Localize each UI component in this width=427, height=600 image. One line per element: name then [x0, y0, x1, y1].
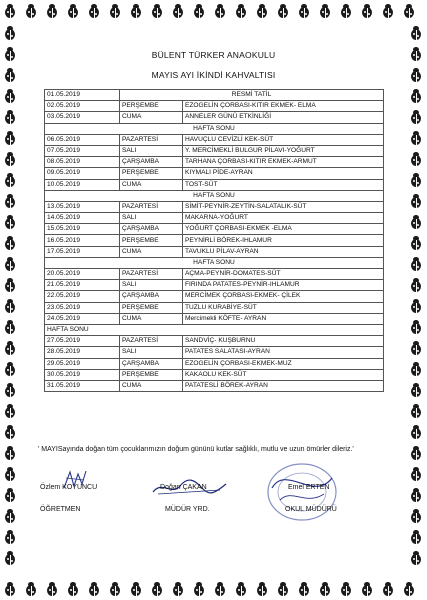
day-cell: PERŞEMBE — [120, 101, 183, 112]
ladybug-icon — [277, 4, 289, 18]
ladybug-icon — [361, 582, 373, 596]
meal-cell: HAVUÇLU CEVİZLİ KEK-SÜT — [183, 134, 384, 145]
teacher-name: Özlem KOYUNCU — [40, 484, 98, 491]
ladybug-icon — [410, 425, 422, 439]
menu-row — [45, 313, 384, 324]
ladybug-icon — [4, 509, 16, 523]
ladybug-icon — [67, 582, 79, 596]
day-cell: ÇARŞAMBA — [120, 358, 183, 369]
menu-row — [45, 179, 384, 190]
ladybug-icon — [256, 4, 268, 18]
ladybug-icon — [4, 26, 16, 40]
ladybug-icon — [193, 4, 205, 18]
date-cell: 24.05.2019 — [45, 313, 120, 324]
ladybug-icon — [410, 152, 422, 166]
ladybug-icon — [410, 89, 422, 103]
day-cell: PAZARTESİ — [120, 201, 183, 212]
meal-cell: MERCİMEK ÇORBASI-EKMEK- ÇİLEK — [183, 291, 384, 302]
date-cell: 22.05.2019 — [45, 291, 120, 302]
ladybug-icon — [410, 131, 422, 145]
date-cell: 09.05.2019 — [45, 168, 120, 179]
ladybug-icon — [4, 236, 16, 250]
ladybug-icon — [410, 257, 422, 271]
date-cell: 17.05.2019 — [45, 246, 120, 257]
meal-cell: SANDVİÇ- KUŞBURNU — [183, 336, 384, 347]
meal-cell: Mercimekli KÖFTE- AYRAN — [183, 313, 384, 324]
menu-row — [45, 213, 384, 224]
day-cell: CUMA — [120, 380, 183, 391]
ladybug-icon — [256, 582, 268, 596]
date-cell: 20.05.2019 — [45, 269, 120, 280]
date-cell: 21.05.2019 — [45, 280, 120, 291]
date-cell: 08.05.2019 — [45, 157, 120, 168]
date-cell: 16.05.2019 — [45, 235, 120, 246]
date-cell: 30.05.2019 — [45, 369, 120, 380]
ladybug-icon — [46, 4, 58, 18]
menu-row — [45, 257, 384, 268]
date-cell: 10.05.2019 — [45, 179, 120, 190]
day-cell: PERŞEMBE — [120, 302, 183, 313]
day-cell: SALI — [120, 213, 183, 224]
date-cell: 02.05.2019 — [45, 101, 120, 112]
date-cell: 14.05.2019 — [45, 213, 120, 224]
ladybug-icon — [410, 362, 422, 376]
meal-cell: ANNELER GÜNÜ ETKİNLİĞİ — [183, 112, 384, 123]
ladybug-icon — [4, 152, 16, 166]
menu-row — [45, 157, 384, 168]
weekend-cell: HAFTA SONU — [45, 190, 384, 201]
menu-row — [45, 112, 384, 123]
ladybug-icon — [410, 467, 422, 481]
ladybug-icon — [4, 530, 16, 544]
ladybug-icon — [235, 582, 247, 596]
ladybug-icon — [109, 4, 121, 18]
day-cell: PAZARTESİ — [120, 134, 183, 145]
ladybug-icon — [4, 362, 16, 376]
ladybug-icon — [410, 488, 422, 502]
day-cell: PAZARTESİ — [120, 336, 183, 347]
menu-row — [45, 302, 384, 313]
ladybug-icon — [4, 320, 16, 334]
ladybug-icon — [340, 582, 352, 596]
ladybug-icon — [4, 582, 16, 596]
day-cell: SALI — [120, 145, 183, 156]
meal-cell: EZOGELİN ÇORBASI-EKMEK-MUZ — [183, 358, 384, 369]
date-cell: 27.05.2019 — [45, 336, 120, 347]
ladybug-icon — [172, 4, 184, 18]
ladybug-icon — [4, 383, 16, 397]
menu-row — [45, 324, 384, 335]
ladybug-icon — [319, 4, 331, 18]
ladybug-icon — [410, 383, 422, 397]
date-cell: 13.05.2019 — [45, 201, 120, 212]
day-cell: ÇARŞAMBA — [120, 291, 183, 302]
ladybug-icon — [214, 4, 226, 18]
ladybug-icon — [4, 257, 16, 271]
day-cell: PERŞEMBE — [120, 369, 183, 380]
ladybug-icon — [4, 215, 16, 229]
day-cell: SALI — [120, 347, 183, 358]
day-cell: ÇARŞAMBA — [120, 224, 183, 235]
meal-cell: TARHANA ÇORBASI-KITIR EKMEK-ARMUT — [183, 157, 384, 168]
ladybug-icon — [410, 530, 422, 544]
day-cell: SALI — [120, 280, 183, 291]
meal-cell: PEYNİRLİ BÖREK-IHLAMUR — [183, 235, 384, 246]
date-cell: 15.05.2019 — [45, 224, 120, 235]
menu-table — [44, 89, 384, 392]
ladybug-icon — [277, 582, 289, 596]
ladybug-icon — [46, 582, 58, 596]
ladybug-icon — [109, 582, 121, 596]
meal-cell: PATATESLİ BÖREK-AYRAN — [183, 380, 384, 391]
ladybug-icon — [298, 4, 310, 18]
ladybug-icon — [172, 582, 184, 596]
ladybug-icon — [151, 4, 163, 18]
menu-row — [45, 235, 384, 246]
vice-principal-role: MÜDÜR YRD. — [165, 506, 210, 513]
ladybug-icon — [4, 110, 16, 124]
weekend-cell: HAFTA SONU — [45, 123, 384, 134]
ladybug-icon — [403, 582, 415, 596]
ladybug-icon — [4, 194, 16, 208]
date-cell: 06.05.2019 — [45, 134, 120, 145]
meal-cell: YOĞURT ÇORBASI-EKMEK -ELMA — [183, 224, 384, 235]
menu-row — [45, 246, 384, 257]
ladybug-icon — [410, 341, 422, 355]
ladybug-icon — [4, 278, 16, 292]
ladybug-icon — [67, 4, 79, 18]
date-cell: 07.05.2019 — [45, 145, 120, 156]
menu-row — [45, 201, 384, 212]
date-cell: 28.05.2019 — [45, 347, 120, 358]
ladybug-icon — [151, 582, 163, 596]
ladybug-icon — [4, 425, 16, 439]
day-cell: ÇARŞAMBA — [120, 157, 183, 168]
ladybug-icon — [382, 582, 394, 596]
ladybug-icon — [4, 4, 16, 18]
date-cell: 31.05.2019 — [45, 380, 120, 391]
meal-cell: SİMİT-PEYNİR-ZEYTİN-SALATALIK-SÜT — [183, 201, 384, 212]
ladybug-icon — [4, 131, 16, 145]
meal-cell: KAKAOLU KEK-SÜT — [183, 369, 384, 380]
meal-cell: TAVUKLU PİLAV-AYRAN — [183, 246, 384, 257]
ladybug-icon — [403, 4, 415, 18]
date-cell: 29.05.2019 — [45, 358, 120, 369]
ladybug-icon — [235, 4, 247, 18]
ladybug-icon — [25, 582, 37, 596]
day-cell: CUMA — [120, 179, 183, 190]
ladybug-icon — [4, 173, 16, 187]
school-stamp — [262, 458, 342, 524]
principal-role: OKUL MÜDÜRÜ — [285, 506, 337, 513]
ladybug-icon — [410, 110, 422, 124]
ladybug-icon — [193, 582, 205, 596]
meal-cell: TUZLU KURABİYE-SÜT — [183, 302, 384, 313]
date-cell: 01.05.2019 — [45, 90, 120, 101]
meal-cell: TOST-SÜT — [183, 179, 384, 190]
ladybug-icon — [410, 236, 422, 250]
holiday-cell: RESMİ TATİL — [120, 90, 384, 101]
school-name: BÜLENT TÜRKER ANAOKULU — [151, 50, 276, 60]
ladybug-icon — [410, 509, 422, 523]
weekend-cell: HAFTA SONU — [45, 257, 384, 268]
ladybug-icon — [130, 4, 142, 18]
ladybug-icon — [88, 4, 100, 18]
date-cell: 23.05.2019 — [45, 302, 120, 313]
meal-cell: EZOGELİN ÇORBASI-KITIR EKMEK- ELMA — [183, 101, 384, 112]
ladybug-icon — [298, 582, 310, 596]
meal-cell: PATATES SALATASI-AYRAN — [183, 347, 384, 358]
day-cell: PERŞEMBE — [120, 235, 183, 246]
ladybug-icon — [4, 446, 16, 460]
ladybug-icon — [319, 582, 331, 596]
menu-row — [45, 380, 384, 391]
ladybug-icon — [410, 320, 422, 334]
menu-row — [45, 190, 384, 201]
ladybug-icon — [410, 173, 422, 187]
ladybug-icon — [214, 582, 226, 596]
ladybug-icon — [382, 4, 394, 18]
menu-row — [45, 358, 384, 369]
ladybug-icon — [410, 194, 422, 208]
ladybug-icon — [410, 404, 422, 418]
menu-row — [45, 145, 384, 156]
menu-row — [45, 90, 384, 101]
date-cell: 03.05.2019 — [45, 112, 120, 123]
day-cell: PERŞEMBE — [120, 168, 183, 179]
teacher-role: ÖĞRETMEN — [40, 506, 81, 513]
day-cell: PAZARTESİ — [120, 269, 183, 280]
day-cell: CUMA — [120, 246, 183, 257]
ladybug-icon — [4, 488, 16, 502]
birthday-note: ' MAYISayında doğan tüm çocuklarımızın doğum gününü kutlar sağlıklı, mutlu ve uzun ömürler dileriz.' — [38, 446, 354, 453]
weekend-cell: HAFTA SONU — [45, 324, 384, 335]
ladybug-icon — [4, 551, 16, 565]
ladybug-icon — [410, 551, 422, 565]
principal-name: Emel ERTEN — [288, 484, 330, 491]
menu-row — [45, 369, 384, 380]
ladybug-icon — [4, 299, 16, 313]
ladybug-icon — [340, 4, 352, 18]
day-cell: CUMA — [120, 112, 183, 123]
ladybug-icon — [130, 582, 142, 596]
ladybug-icon — [361, 4, 373, 18]
ladybug-icon — [25, 4, 37, 18]
meal-cell: FIRINDA PATATES-PEYNİR-IHLAMUR — [183, 280, 384, 291]
menu-row — [45, 123, 384, 134]
menu-row — [45, 291, 384, 302]
menu-row — [45, 347, 384, 358]
meal-cell: KIYMALI PİDE-AYRAN — [183, 168, 384, 179]
ladybug-icon — [410, 446, 422, 460]
meal-cell: MAKARNA-YOĞURT — [183, 213, 384, 224]
menu-row — [45, 168, 384, 179]
menu-row — [45, 269, 384, 280]
ladybug-icon — [410, 26, 422, 40]
ladybug-icon — [88, 582, 100, 596]
menu-row — [45, 101, 384, 112]
meal-cell: AÇMA-PEYNİR-DOMATES-SÜT — [183, 269, 384, 280]
ladybug-icon — [4, 467, 16, 481]
day-cell: CUMA — [120, 313, 183, 324]
menu-row — [45, 224, 384, 235]
menu-title: MAYIS AYI İKİNDİ KAHVALTISI — [151, 70, 276, 80]
menu-row — [45, 336, 384, 347]
ladybug-icon — [4, 404, 16, 418]
ladybug-icon — [4, 89, 16, 103]
menu-row — [45, 280, 384, 291]
vice-principal-name: Doğan ÇAKAN — [160, 484, 207, 491]
ladybug-icon — [410, 278, 422, 292]
menu-row — [45, 134, 384, 145]
ladybug-icon — [410, 215, 422, 229]
ladybug-icon — [4, 341, 16, 355]
ladybug-icon — [410, 299, 422, 313]
meal-cell: Y. MERCİMEKLİ BULGUR PİLAVI-YOĞURT — [183, 145, 384, 156]
